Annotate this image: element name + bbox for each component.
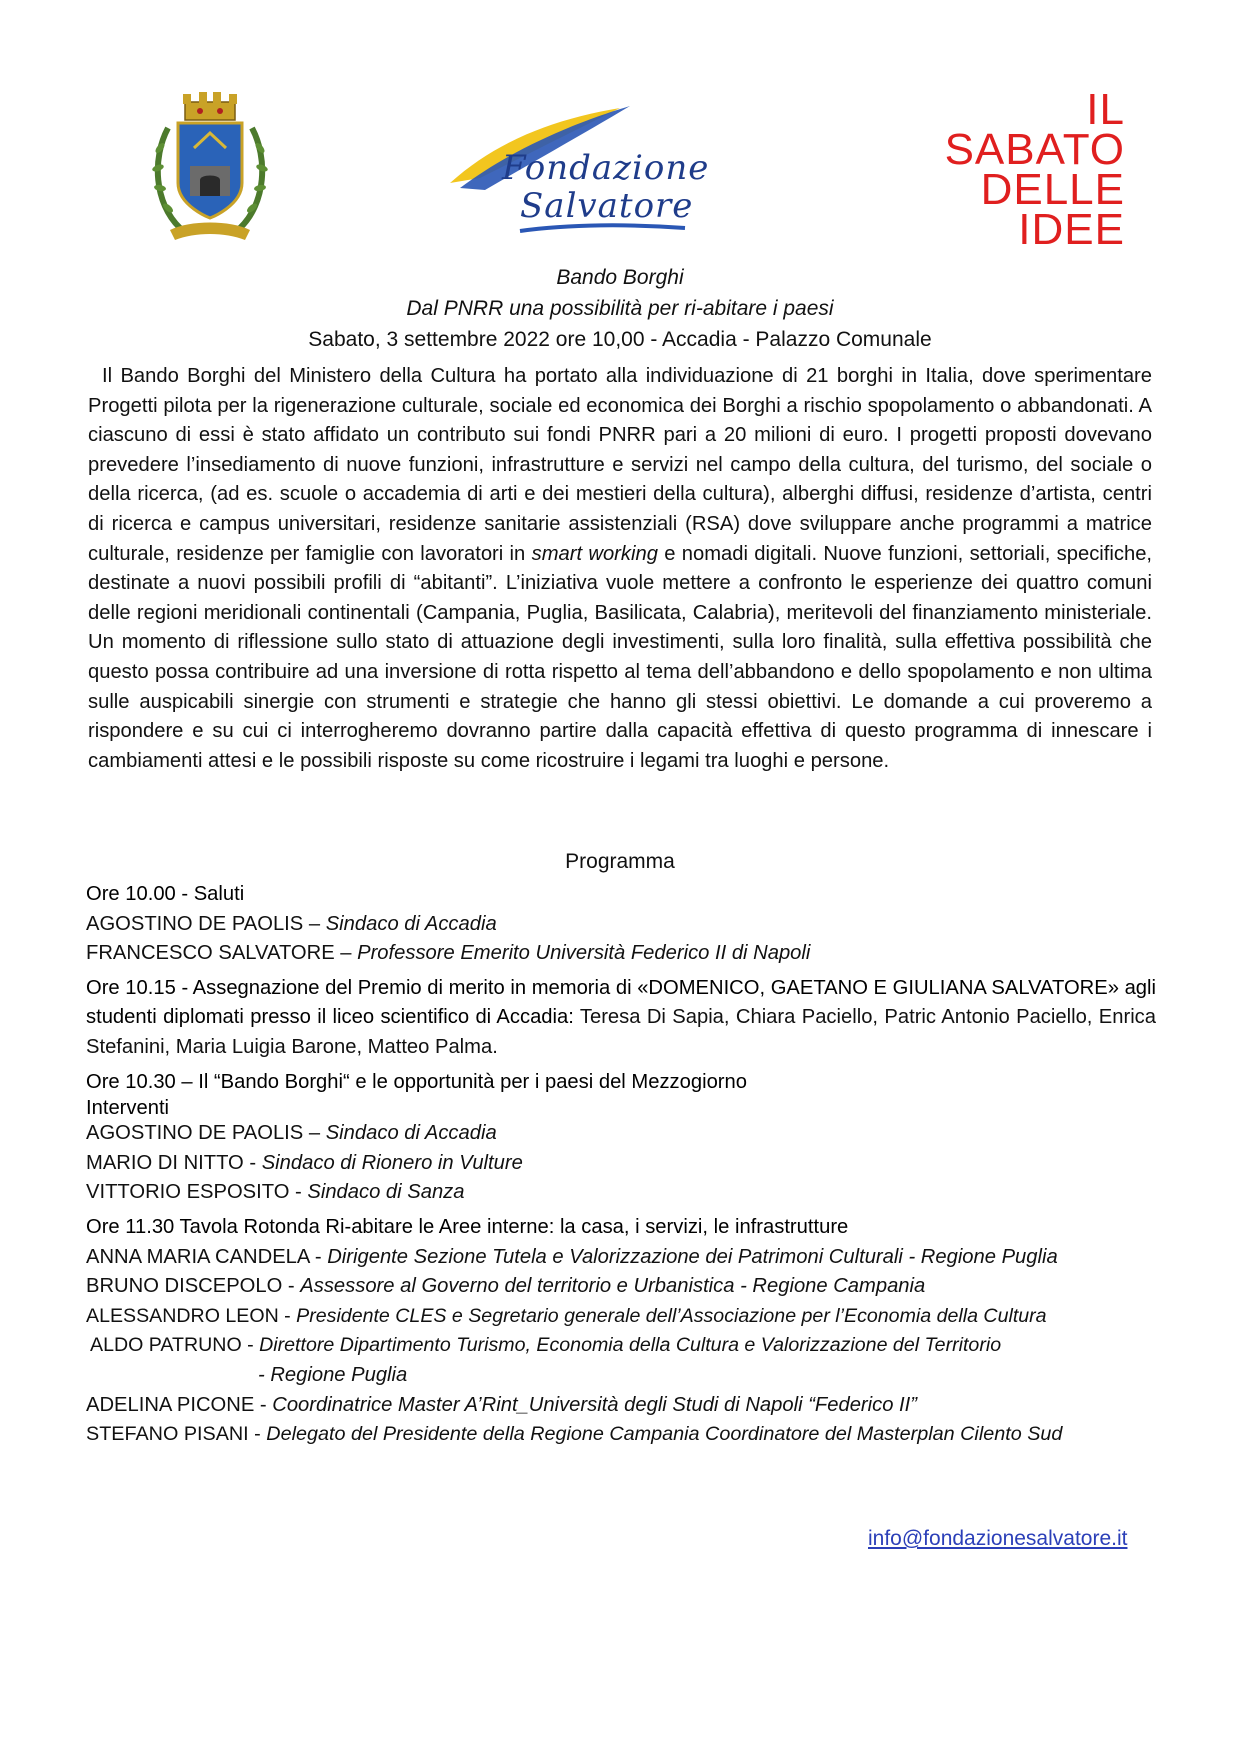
- speaker-line: [86, 1302, 1156, 1332]
- intro-emphasis: smart working: [531, 542, 658, 565]
- speaker-separator: -: [289, 1181, 308, 1204]
- intro-paragraph: [88, 362, 1152, 776]
- speaker-name: BRUNO DISCEPOLO: [86, 1275, 283, 1298]
- speaker-separator: –: [334, 942, 358, 965]
- sabato-logo-line: DELLE: [980, 165, 1125, 214]
- speaker-name: AGOSTINO DE PAOLIS: [86, 1122, 304, 1145]
- speaker-line: [86, 1272, 1156, 1302]
- speaker-role: - Regione Puglia: [258, 1363, 408, 1386]
- speaker-role: Professore Emerito Università Federico II di Napoli: [357, 942, 811, 965]
- program-heading: Ore 11.30 Tavola Rotonda Ri-abitare le Aree interne: la casa, i servizi, le infrastrutture: [86, 1215, 849, 1238]
- speaker-line: [86, 1391, 1156, 1421]
- speaker-separator: -: [282, 1275, 301, 1298]
- event-title: Bando Borghi: [556, 266, 684, 289]
- speaker-line: [86, 1331, 1156, 1361]
- sabato-logo-line: IDEE: [1018, 205, 1125, 254]
- fondazione-logo-line1: Fondazione: [502, 148, 710, 188]
- speaker-role: Coordinatrice Master A’Rint_Università degli Studi di Napoli “Federico II”: [272, 1393, 918, 1416]
- speaker-line: [86, 939, 1156, 969]
- speaker-line: [86, 1178, 1156, 1208]
- programma-title: Programma: [565, 850, 675, 873]
- program-block-tavola: [86, 1213, 1156, 1450]
- speaker-role: Sindaco di Accadia: [325, 912, 497, 935]
- speaker-separator: -: [254, 1393, 273, 1416]
- speaker-role: Delegato del Presidente della Regione Campania Coordinatore del Masterplan Cilento Sud: [266, 1423, 1063, 1446]
- program-schedule: [86, 880, 1156, 1455]
- speaker-line: [86, 1243, 1156, 1273]
- students-list: Teresa Di Sapia, Chiara Paciello, Patric Antonio Paciello, Enrica Stefanini, Maria Luigia Barone, Matteo Palma.: [86, 1006, 1157, 1058]
- program-heading: Ore 10.00 - Saluti: [86, 883, 245, 905]
- program-heading: Ore 10.30 – Il “Bando Borghi“ e le opportunità per i paesi del Mezzogiorno: [86, 1070, 747, 1093]
- contact-email-link[interactable]: info@fondazionesalvatore.it: [868, 1527, 1128, 1550]
- speaker-role: Sindaco di Rionero in Vulture: [261, 1151, 523, 1174]
- speaker-separator: -: [309, 1245, 328, 1268]
- event-titles: [60, 262, 1180, 355]
- speaker-separator: –: [303, 1122, 326, 1145]
- speaker-name: STEFANO PISANI: [86, 1423, 249, 1446]
- fondazione-logo-line2: Salvatore: [520, 186, 694, 226]
- event-date-place: Sabato, 3 settembre 2022 ore 10,00 - Accadia - Palazzo Comunale: [308, 328, 932, 351]
- speaker-name: AGOSTINO DE PAOLIS: [86, 912, 304, 935]
- event-subtitle: Dal PNRR una possibilità per ri-abitare i paesi: [406, 297, 834, 320]
- sabato-logo-line: IL: [1086, 85, 1125, 134]
- speaker-role: Assessore al Governo del territorio e Urbanistica - Regione Campania: [300, 1275, 926, 1298]
- intro-text-part1: Il Bando Borghi del Ministero della Cultura ha portato alla individuazione di 21 borghi in Italia, dove sperimentare Progetti pilota per la rigenerazione culturale, sociale ed economica dei Borghi a rischio spopolamento o abbandonati. A ciascuno di essi è stato affidato un contributo sui fondi PNRR pari a 20 milioni di euro. I progetti proposti dovevano prevedere l’insediamento di nuove funzioni, infrastrutture e servizi nel campo della cultura, del turismo, del sociale o della ricerca, (ad es. scuole o accademia di arti e dei mestieri della cultura), alberghi diffusi, residenze d’artista, centri di ricerca e campus universitari, residenze sanitarie assistenziali (RSA) dove sviluppare anche programmi a matrice culturale, residenze per famiglie con lavoratori in: [88, 365, 1152, 565]
- sabato-logo-line: SABATO: [944, 125, 1125, 174]
- program-block-bando: [86, 1068, 1156, 1208]
- speaker-line: [86, 910, 1156, 940]
- speaker-role: Sindaco di Accadia: [325, 1122, 497, 1145]
- speaker-separator: -: [248, 1423, 267, 1446]
- speaker-name: VITTORIO ESPOSITO: [86, 1181, 290, 1204]
- speaker-name: ALESSANDRO LEON: [86, 1304, 279, 1327]
- speaker-name: MARIO DI NITTO: [86, 1151, 244, 1174]
- speaker-separator: -: [278, 1304, 297, 1327]
- program-subheading: Interventi: [86, 1097, 170, 1120]
- program-block-premio: [86, 974, 1156, 1063]
- speaker-separator: –: [303, 912, 326, 935]
- speaker-line: [86, 1119, 1156, 1149]
- speaker-separator: -: [241, 1334, 260, 1357]
- speaker-role: Presidente CLES e Segretario generale dell’Associazione per l’Economia della Cultura: [296, 1304, 1047, 1327]
- program-heading: Ore 10.15 - Assegnazione del Premio di merito in memoria di «DOMENICO, GAETANO E GIULIANA SALVATORE» agli studenti diplomati presso il liceo scientifico di Accadia:: [86, 976, 1156, 1029]
- fondazione-salvatore-logo: [440, 98, 740, 243]
- speaker-role-continuation: [86, 1361, 1156, 1391]
- speaker-separator: -: [243, 1151, 262, 1174]
- intro-text-part2: e nomadi digitali. Nuove funzioni, settoriali, specifiche, destinate a nuovi possibili profili di “abitanti”. L’iniziativa vuole mettere a confronto le esperienze dei quattro comuni delle regioni meridionali continentali (Campania, Puglia, Basilicata, Calabria), meritevoli del finanziamento ministeriale. Un momento di riflessione sullo stato di attuazione degli investimenti, sulla loro finalità, sulla effettiva possibilità che questo possa contribuire ad una inversione di rotta rispetto al tema dell’abbandono e dello spopolamento e non ultima sulle auspicabili sinergie con strumenti e strategie che hanno gli stessi obiettivi. Le domande a cui proveremo a rispondere e su cui ci interrogheremo dovranno partire dalla capacità effettiva di questo programma di innescare i cambiamenti attesi e le possibili risposte su come ricostruire i legami tra luoghi e persone.: [88, 542, 1153, 772]
- speaker-role: Dirigente Sezione Tutela e Valorizzazione dei Patrimoni Culturali - Regione Puglia: [327, 1245, 1058, 1268]
- speaker-role: Direttore Dipartimento Turismo, Economia della Cultura e Valorizzazione del Territorio: [259, 1334, 1002, 1357]
- speaker-line: [86, 1149, 1156, 1179]
- accadia-crest-logo: [150, 88, 270, 258]
- program-block-saluti: [86, 880, 1156, 969]
- speaker-line: [86, 1420, 1156, 1450]
- speaker-name: ALDO PATRUNO: [90, 1334, 242, 1357]
- speaker-name: FRANCESCO SALVATORE: [86, 942, 335, 965]
- sabato-delle-idee-logo: [895, 85, 1125, 265]
- speaker-name: ANNA MARIA CANDELA: [86, 1245, 310, 1268]
- speaker-role: Sindaco di Sanza: [307, 1181, 465, 1204]
- speaker-name: ADELINA PICONE: [86, 1393, 255, 1416]
